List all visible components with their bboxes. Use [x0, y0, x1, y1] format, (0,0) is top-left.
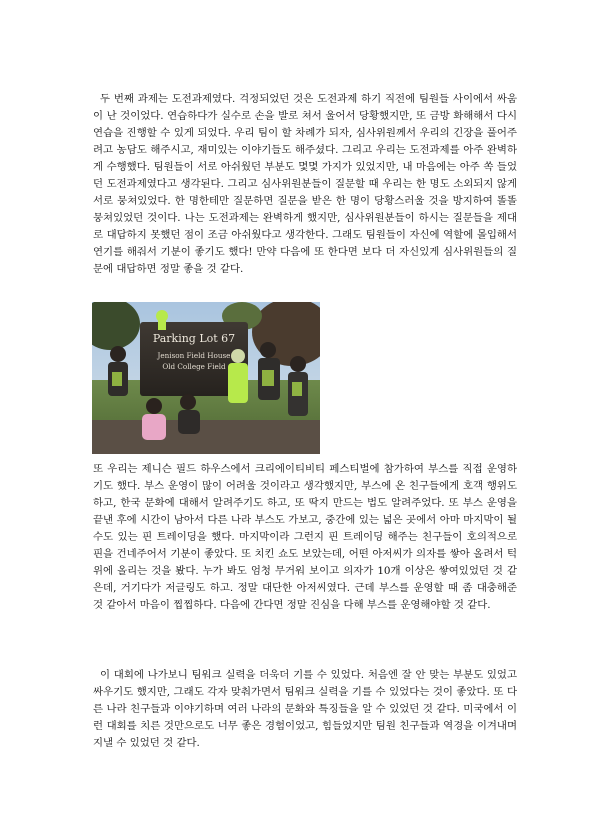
- paragraph-teamwork: 이 대회에 나가보니 팀워크 실력을 더욱더 기를 수 있었다. 처음엔 잘 안 맞는 부분도 있었고 싸우기도 했지만, 그래도 각자 맞춰가면서 팀워크 실력을 기를 수 있었다는 것이 좋았다. 또 다른 나라 친구들과 이야기하며 여러 나라의 문화와 특징들을 알 수 있었던 것 같다. 미국에서 이런 대회를 치른 것만으로도 너무 좋은 경험이었고, 힘들었지만 팀원 친구들과 역경을 이겨내며 지낼 수 있었던 것 같다.: [93, 669, 517, 749]
- paragraph-challenge-task: 두 번째 과제는 도전과제였다. 걱정되었던 것은 도전과제 하기 직전에 팀원들 사이에서 싸움이 난 것이었다. 연습하다가 실수로 손을 발로 쳐서 울어서 당황했지만, 또 금방 화해해서 다시 연습을 진행할 수 있게 되었다. 우리 팀이 할 차례가 되자, 심사위원께서 우리의 긴장을 풀어주려고 농담도 해주시고, 재미있는 이야기들도 해주셨다. 그리고 우리는 도전과제를 아주 완벽하게 수행했다. 팀원들이 서로 아쉬웠던 부분도 몇몇 가지가 있었지만, 내 마음에는 아주 쏙 들었던 도전과제였다고 생각된다. 그리고 심사위원분들이 질문할 때 우리는 한 명도 소외되지 않게 서로 뭉쳐있었다. 한 명한테만 질문하면 질문을 받은 한 명이 당황스러울 것을 방지하여 똘똘 뭉쳐있었던 것이다. 나는 도전과제는 완벽하게 했지만, 심사위원분들이 하시는 질문들을 제대로 대답하지 못했던 점이 조금 아쉬웠다고 생각한다. 그래도 팀원들이 자신에 역할에 몰입해서 연기를 해줘서 기분이 좋기도 했다! 만약 다음에 또 한다면 보다 더 자신있게 심사위원들의 질문에 대답하면 정말 좋을 것 같다.: [93, 93, 517, 275]
- sign-line3: Old College Field: [162, 362, 226, 371]
- sign-line2: Jenison Field House: [157, 351, 231, 360]
- paragraph-creativity-festival: 또 우리는 제니슨 필드 하우스에서 크리에이티비티 페스티벌에 참가하여 부스를 직접 운영하기도 했다. 부스 운영이 많이 어려울 것이라고 생각했지만, 부스에 온 친구들에게 호객 행위도 하고, 한국 문화에 대해서 알려주기도 하고, 또 딱지 만드는 법도 알려주었다. 또 부스 운영을 끝낸 후에 시간이 남아서 다른 나라 부스도 가보고, 중간에 있는 넓은 곳에서 아마 마지막이 될 수도 있는 핀 트레이딩을 했다. 마지막이라 그런지 핀 트레이딩 해주는 친구들이 호의적으로 핀을 건네주어서 기분이 좋았다. 또 치킨 쇼도 보았는데, 어떤 아저씨가 의자를 쌓아 올려서 턱 위에 올리는 것을 봤다. 누가 봐도 엄청 무거워 보이고 의자가 10개 이상은 쌓여있었던 것 같은데, 거기다가 저글링도 하고. 정말 대단한 아저씨였다. 근데 부스를 운영할 때 좀 대충해준 것 같아서 마음이 찝찝하다. 다음에 간다면 정말 진심을 다해 부스를 운영해야할 것 같다.: [93, 463, 517, 611]
- team-photo: [92, 302, 320, 454]
- sign-title: Parking Lot 67: [152, 332, 236, 345]
